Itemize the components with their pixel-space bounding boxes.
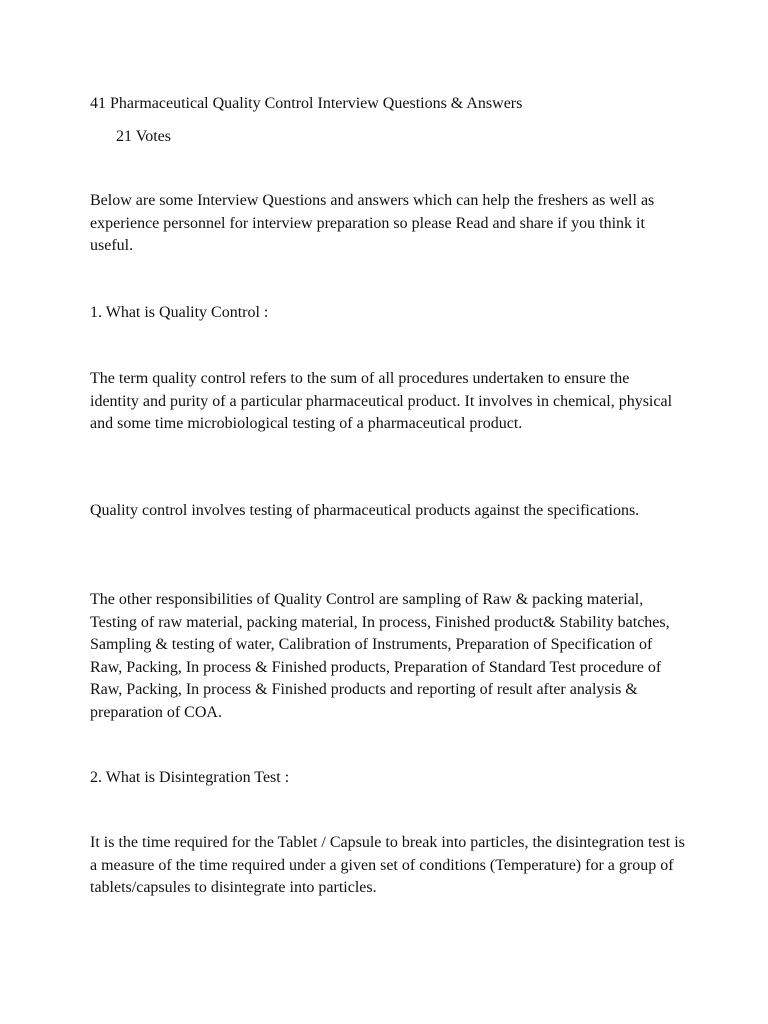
- question-1-heading: 1. What is Quality Control :: [90, 304, 269, 321]
- votes-count: 21 Votes: [116, 128, 171, 145]
- answer-1-paragraph-3: The other responsibilities of Quality Control are sampling of Raw & packing material, Testing of raw material, packing material, In process, Finished product& Stability batches, Sampling & testing of water, Calibration of Instruments, Preparation of Specification of Raw, Packing, In process & Finished products, Preparation of Standard Test procedure of Raw, Packing, In process & Finished products and reporting of result after analysis & preparation of COA.: [90, 591, 670, 721]
- intro-paragraph: Below are some Interview Questions and answers which can help the freshers as well as experience personnel for interview preparation so please Read and share if you think it useful.: [90, 192, 655, 254]
- answer-1-paragraph-1: The term quality control refers to the sum of all procedures undertaken to ensure the identity and purity of a particular pharmaceutical product. It involves in chemical, physical and some time microbiological testing of a pharmaceutical product.: [90, 370, 673, 432]
- answer-1-paragraph-2: Quality control involves testing of pharmaceutical products against the specifications.: [90, 502, 640, 519]
- question-2-heading: 2. What is Disintegration Test :: [90, 769, 290, 786]
- document-title: 41 Pharmaceutical Quality Control Interview Questions & Answers: [90, 95, 523, 112]
- answer-2-paragraph-1: It is the time required for the Tablet / Capsule to break into particles, the disintegration test is a measure of the time required under a given set of conditions (Temperature) for a group of tablets/capsules to disintegrate into particles.: [90, 834, 685, 896]
